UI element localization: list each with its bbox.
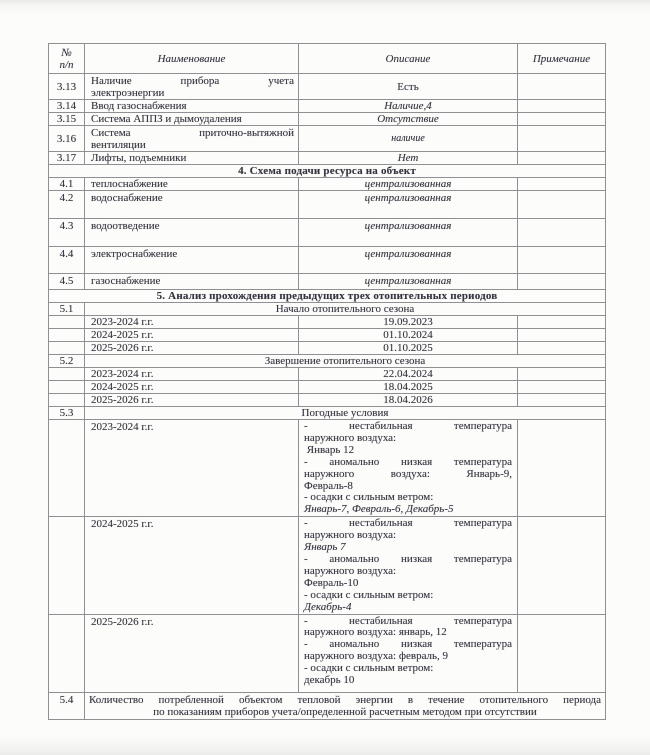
text-line: наружного воздуха: январь, 12 xyxy=(304,626,447,639)
note-cell xyxy=(518,126,606,152)
note-cell xyxy=(518,113,606,126)
item-name xyxy=(85,74,299,100)
item-description: Отсутствие xyxy=(299,113,518,126)
year-label: 2023-2024 г.г. xyxy=(85,316,299,329)
date-value: 22.04.2024 xyxy=(299,368,518,381)
year-label: 2025-2026 г.г. xyxy=(85,342,299,355)
row-number xyxy=(49,517,85,614)
row-number: 4.5 xyxy=(49,274,85,290)
text-line: электроэнергии xyxy=(91,86,165,99)
table-row-yeardate xyxy=(49,394,606,407)
date-value: 01.10.2024 xyxy=(299,329,518,342)
note-cell xyxy=(518,152,606,165)
row-number xyxy=(49,614,85,692)
weather-description xyxy=(299,517,518,614)
table-body xyxy=(49,74,606,720)
note-cell xyxy=(518,381,606,394)
row-number: 5.4 xyxy=(49,692,85,719)
bottom-text xyxy=(85,692,606,719)
table-row-yeardate xyxy=(49,368,606,381)
text-line: наружного воздуха: Январь-9, xyxy=(304,467,512,480)
text-line: наружного воздуха: xyxy=(304,529,397,542)
table-row-3.14 xyxy=(49,100,606,113)
table-row-5.4 xyxy=(49,692,606,719)
text-line: - осадки с сильным ветром: xyxy=(304,588,434,601)
row-number: 4.1 xyxy=(49,178,85,191)
col-header-note: Примечание xyxy=(518,44,606,74)
table-row-5.3 xyxy=(49,407,606,420)
weather-description xyxy=(299,614,518,692)
note-cell xyxy=(518,74,606,100)
note-cell xyxy=(518,316,606,329)
text-line: - аномально низкая температура xyxy=(304,638,512,651)
text-line: Декабрь-4 xyxy=(304,600,352,613)
item-description: Нет xyxy=(299,152,518,165)
table-row-weather xyxy=(49,517,606,614)
item-name: Система АППЗ и дымоудаления xyxy=(85,113,299,126)
text-line: - аномально низкая температура xyxy=(304,455,512,468)
item-description: наличие xyxy=(299,126,518,152)
table-row-5.1 xyxy=(49,303,606,316)
text-line: вентиляции xyxy=(91,138,146,151)
row-number: 3.14 xyxy=(49,100,85,113)
row-number xyxy=(49,394,85,407)
note-cell xyxy=(518,342,606,355)
col-header-name: Наименование xyxy=(85,44,299,74)
table-row-4.5 xyxy=(49,274,606,290)
text-line: - осадки с сильным ветром: xyxy=(304,662,434,675)
note-cell xyxy=(518,517,606,614)
item-name: электроснабжение xyxy=(85,247,299,274)
date-value: 19.09.2023 xyxy=(299,316,518,329)
note-cell xyxy=(518,178,606,191)
table-row-yeardate xyxy=(49,329,606,342)
note-cell xyxy=(518,614,606,692)
year-label: 2025-2026 г.г. xyxy=(85,394,299,407)
table-row-4.3 xyxy=(49,219,606,247)
item-name: Лифты, подъемники xyxy=(85,152,299,165)
text-line: Наличие прибора учета xyxy=(91,74,294,87)
section-title: 4. Схема подачи ресурса на объект xyxy=(49,165,606,178)
col-header-num-bottom: п/п xyxy=(59,58,74,71)
table-row-yeardate xyxy=(49,381,606,394)
note-cell xyxy=(518,329,606,342)
item-name: Ввод газоснабжения xyxy=(85,100,299,113)
table-row-weather xyxy=(49,420,606,517)
row-number: 3.15 xyxy=(49,113,85,126)
item-description: централизованная xyxy=(299,178,518,191)
row-number: 4.4 xyxy=(49,247,85,274)
row-number xyxy=(49,368,85,381)
text-line: - аномально низкая температура xyxy=(304,552,512,565)
row-number: 4.2 xyxy=(49,191,85,219)
span-title: Завершение отопительного сезона xyxy=(85,355,606,368)
date-value: 01.10.2025 xyxy=(299,342,518,355)
item-name: водоснабжение xyxy=(85,191,299,219)
span-title: Начало отопительного сезона xyxy=(85,303,606,316)
row-number xyxy=(49,342,85,355)
row-number: 5.1 xyxy=(49,303,85,316)
note-cell xyxy=(518,274,606,290)
table-row-section xyxy=(49,165,606,178)
table-row-4.4 xyxy=(49,247,606,274)
item-name: газоснабжение xyxy=(85,274,299,290)
row-number: 5.2 xyxy=(49,355,85,368)
table-row-yeardate xyxy=(49,316,606,329)
span-title: Погодные условия xyxy=(85,407,606,420)
text-line: декабрь 10 xyxy=(304,674,355,687)
item-name xyxy=(85,126,299,152)
table-row-3.13 xyxy=(49,74,606,100)
section-title: 5. Анализ прохождения предыдущих трех отопительных периодов xyxy=(49,290,606,303)
row-number xyxy=(49,381,85,394)
table-row-yeardate xyxy=(49,342,606,355)
note-cell xyxy=(518,100,606,113)
text-line: - осадки с сильным ветром: xyxy=(304,491,434,504)
note-cell xyxy=(518,247,606,274)
text-line: Количество потребленной объектом тепловой энергии в течение отопительного периода xyxy=(89,693,601,706)
row-number: 3.17 xyxy=(49,152,85,165)
item-description: Есть xyxy=(299,74,518,100)
note-cell xyxy=(518,191,606,219)
col-header-num-top: № xyxy=(61,46,72,59)
report-table xyxy=(48,43,606,720)
note-cell xyxy=(518,420,606,517)
note-cell xyxy=(518,368,606,381)
text-line: Январь 7 xyxy=(304,541,346,554)
item-name: водоотведение xyxy=(85,219,299,247)
date-value: 18.04.2026 xyxy=(299,394,518,407)
item-description: централизованная xyxy=(299,247,518,274)
col-header-num xyxy=(49,44,85,74)
weather-description xyxy=(299,420,518,517)
table-row-3.17 xyxy=(49,152,606,165)
year-label: 2023-2024 г.г. xyxy=(85,368,299,381)
text-line: - нестабильная температура xyxy=(304,517,512,530)
text-line: Январь 12 xyxy=(304,443,355,456)
date-value: 18.04.2025 xyxy=(299,381,518,394)
table-row-5.2 xyxy=(49,355,606,368)
note-cell xyxy=(518,219,606,247)
text-line: по показаниям приборов учета/определенной расчетным методом при отсутствии xyxy=(153,705,537,718)
row-number xyxy=(49,420,85,517)
row-number: 3.13 xyxy=(49,74,85,100)
table-header-row xyxy=(49,44,606,74)
text-line: Январь-7, Февраль-6, Декабрь-5 xyxy=(304,503,454,516)
note-cell xyxy=(518,394,606,407)
row-number xyxy=(49,329,85,342)
table-row-section xyxy=(49,290,606,303)
item-description: централизованная xyxy=(299,219,518,247)
item-description: централизованная xyxy=(299,274,518,290)
year-label: 2024-2025 г.г. xyxy=(85,517,299,614)
text-line: наружного воздуха: xyxy=(304,431,397,444)
table-row-weather xyxy=(49,614,606,692)
year-label: 2025-2026 г.г. xyxy=(85,614,299,692)
row-number: 3.16 xyxy=(49,126,85,152)
text-line: наружного воздуха: xyxy=(304,564,397,577)
table-row-3.15 xyxy=(49,113,606,126)
col-header-desc: Описание xyxy=(299,44,518,74)
text-line: - нестабильная температура xyxy=(304,420,512,432)
item-description: централизованная xyxy=(299,191,518,219)
text-line: наружного воздуха: февраль, 9 xyxy=(304,650,449,663)
row-number: 4.3 xyxy=(49,219,85,247)
item-name: теплоснабжение xyxy=(85,178,299,191)
table-row-4.1 xyxy=(49,178,606,191)
text-line: - нестабильная температура xyxy=(304,614,512,627)
table-row-4.2 xyxy=(49,191,606,219)
row-number: 5.3 xyxy=(49,407,85,420)
year-label: 2023-2024 г.г. xyxy=(85,420,299,517)
row-number xyxy=(49,316,85,329)
year-label: 2024-2025 г.г. xyxy=(85,381,299,394)
text-line: Февраль-10 xyxy=(304,576,359,589)
item-description: Наличие,4 xyxy=(299,100,518,113)
table-row-3.16 xyxy=(49,126,606,152)
text-line: Февраль-8 xyxy=(304,479,353,492)
text-line: Система приточно-вытяжной xyxy=(91,126,294,139)
year-label: 2024-2025 г.г. xyxy=(85,329,299,342)
